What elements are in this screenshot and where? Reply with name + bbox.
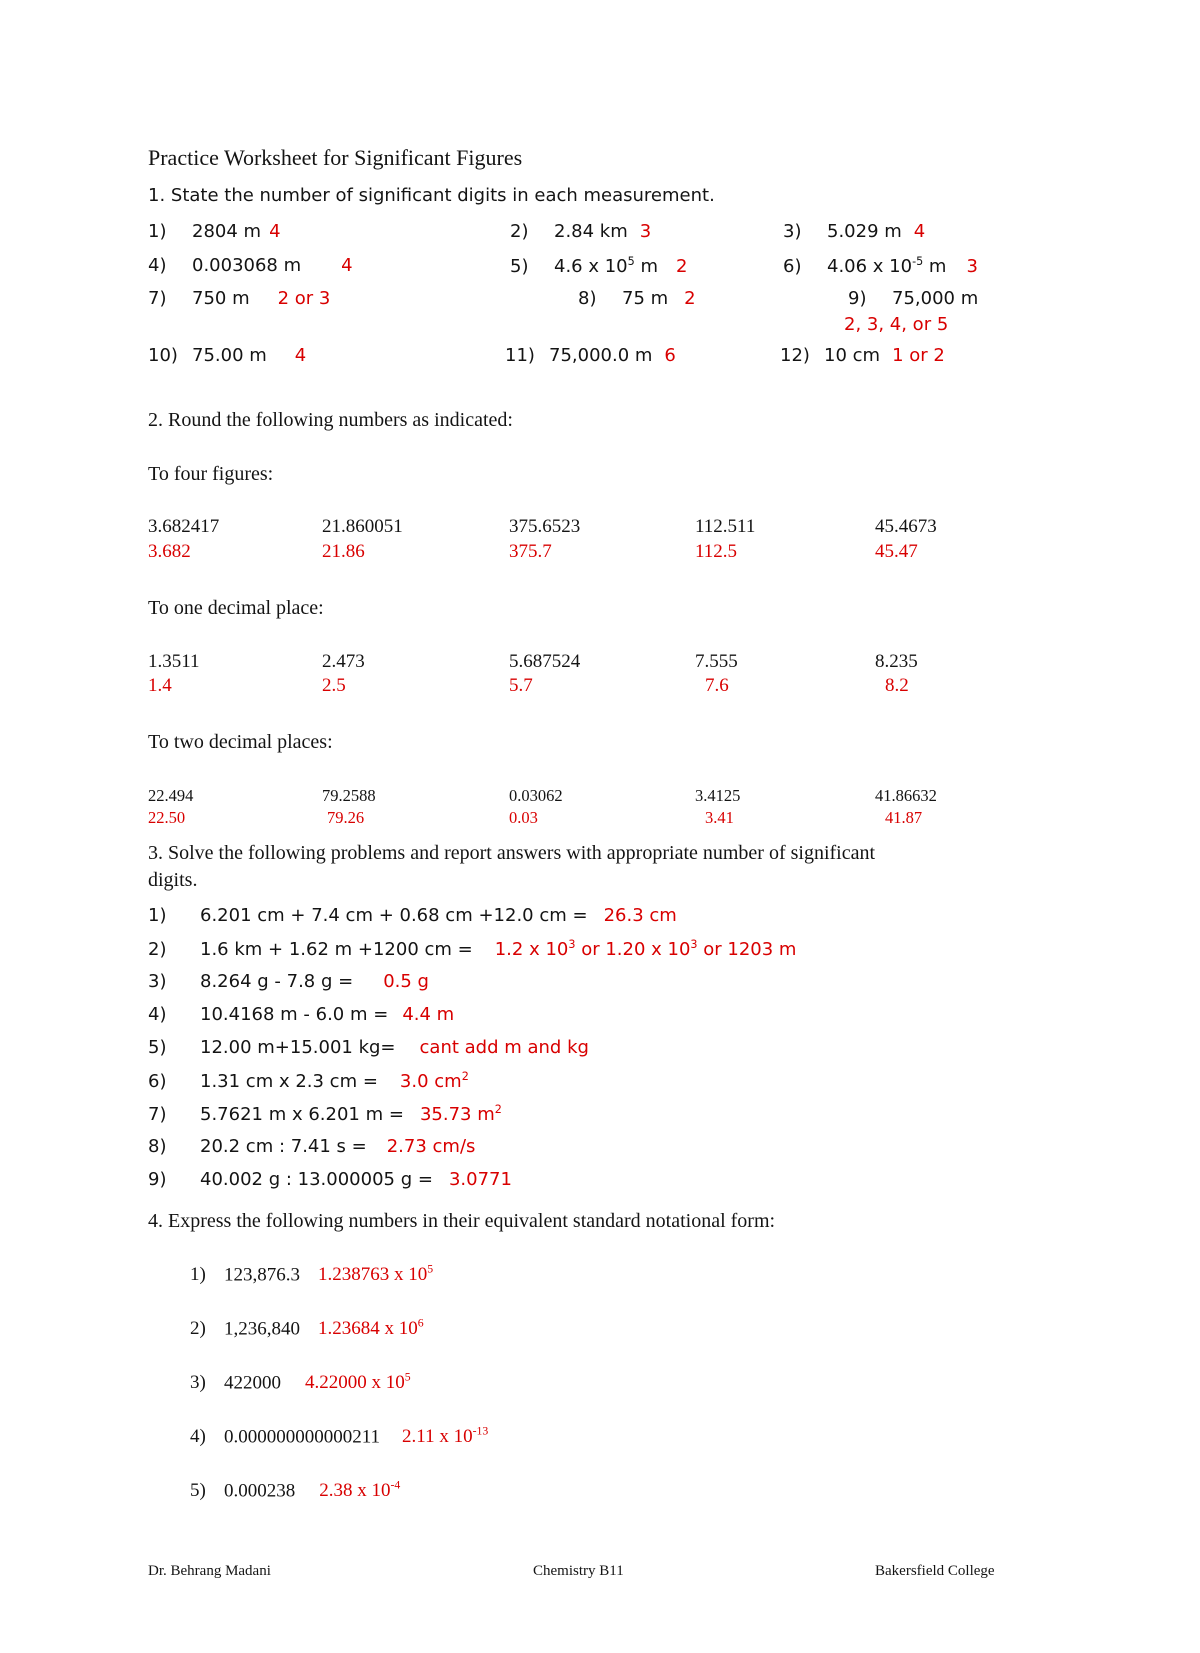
item-question: 12.00 m+15.001 kg= [200,1037,396,1058]
answer: 41.87 [885,808,923,827]
item-question: 1.6 km + 1.62 m +1200 cm = [200,939,473,960]
sigfig-item-8 [578,288,696,311]
answer: 375.7 [509,541,552,562]
item-question: 0.000000000000211 [224,1426,381,1448]
round-group-label: To four figures: [148,463,274,485]
value: 7.555 [695,651,738,672]
item-question: 5.7621 m x 6.201 m = [200,1104,404,1125]
round-group-label: To one decimal place: [148,597,324,619]
item-question: 1,236,840 [224,1318,300,1340]
item-number: 9) [148,1169,167,1190]
item-answer: 2 or 3 [277,288,331,309]
notation-item-5 [190,1479,400,1503]
item-number: 2) [510,221,529,242]
section-3-heading-line-2: digits. [148,869,198,891]
item-number: 4) [148,255,167,276]
item-question: 750 m [192,288,250,309]
item-answer: 1.23684 x $10^6$ [318,1317,424,1340]
item-answer: 4 [294,345,307,366]
item-question: 20.2 cm : 7.41 s = [200,1136,367,1157]
problem-item-4 [148,1004,454,1027]
answer: 8.2 [885,675,909,696]
footer-author: Dr. Behrang Madani [148,1563,271,1579]
sigfig-item-9 [844,288,979,336]
item-answer: 1.238763 x $10^5$ [318,1263,434,1286]
item-question: 5.029 m [827,221,902,242]
section-4-heading: 4. Express the following numbers in their equivalent standard notational form: [148,1210,776,1232]
item-number: 4) [190,1426,206,1448]
item-answer: 1.2 x $10^3$ or 1.20 x $10^3$ or 1203 m [494,938,797,960]
item-number: 1) [148,905,167,926]
problem-item-8 [148,1136,475,1159]
item-answer: 6 [664,345,676,366]
notation-item-3 [190,1371,411,1395]
item-number: 1) [190,1264,206,1286]
item-answer: 26.3 cm [603,905,677,926]
item-question: 40.002 g : 13.000005 g = [200,1169,433,1190]
answer: 5.7 [509,675,533,696]
value: 22.494 [148,786,194,805]
item-number: 3) [148,971,167,992]
item-question: 8.264 g - 7.8 g = [200,971,354,992]
problem-item-9 [148,1169,512,1192]
value: 3.4125 [695,786,741,805]
answer: 79.26 [327,808,365,827]
item-answer: 3 [966,256,978,277]
problem-item-6 [148,1070,469,1094]
item-number: 12) [780,345,810,366]
item-question: 10.4168 m - 6.0 m = [200,1004,389,1025]
item-answer: 4 [913,221,926,242]
problem-item-5 [148,1037,589,1060]
item-answer: 4 [341,255,353,276]
value: 3.682417 [148,516,220,537]
item-question: 123,876.3 [224,1264,300,1286]
sigfig-item-10 [148,345,306,368]
sigfig-item-5 [510,255,687,279]
item-question: 75,000 m [892,288,979,309]
value: 45.4673 [875,516,937,537]
item-number: 2) [190,1318,206,1340]
answer: 3.41 [705,808,734,827]
item-answer: 0.5 g [383,971,429,992]
value: 2.473 [322,651,365,672]
page-title: Practice Worksheet for Significant Figures [148,145,523,170]
item-answer: 2 [684,288,696,309]
item-answer: 2, 3, 4, or 5 [844,313,949,335]
sigfig-item-3 [783,221,925,244]
item-answer: 2.38 x $10^{-4}$ [319,1479,401,1502]
item-answer: 35.73 $m^2$ [419,1103,502,1125]
item-question: 6.201 cm + 7.4 cm + 0.68 cm +12.0 cm = [200,905,588,926]
item-question: 422000 [224,1372,281,1394]
item-number: 6) [783,256,802,277]
answer: 1.4 [148,675,172,696]
item-number: 5) [190,1480,206,1502]
item-number: 11) [505,345,535,366]
item-question: 2804 m [192,221,262,242]
item-number: 2) [148,939,167,960]
item-number: 6) [148,1071,167,1092]
round-group-label: To two decimal places: [148,731,333,753]
item-number: 8) [148,1136,167,1157]
answer: 7.6 [705,675,729,696]
value: 41.86632 [875,786,937,805]
item-number: 3) [190,1372,206,1394]
item-number: 4) [148,1004,167,1025]
item-question: 75 m [622,288,669,309]
item-question: 10 cm [824,345,881,366]
value: 5.687524 [509,651,581,672]
item-answer: 4 [269,221,281,242]
problem-item-3 [148,971,429,994]
item-number: 10) [148,345,178,366]
sigfig-item-1 [148,221,281,244]
answer: 22.50 [148,808,186,827]
section-3-heading-line-1: 3. Solve the following problems and report answers with appropriate number of significant [148,842,876,864]
item-question: 2.84 km [554,221,628,242]
value: 1.3511 [148,651,200,672]
problem-item-2 [148,938,796,962]
sigfig-item-11 [505,345,676,368]
footer-course: Chemistry B11 [533,1563,624,1579]
problem-item-1 [148,905,677,928]
item-answer: 3.0 $cm^2$ [399,1070,469,1092]
item-answer: 4.22000 x $10^5$ [305,1371,411,1394]
item-number: 5) [148,1037,167,1058]
sigfig-item-6 [783,255,978,279]
answer: 112.5 [695,541,738,562]
value: 112.511 [695,516,756,537]
section-1-heading: 1. State the number of significant digits in each measurement. [148,185,715,206]
item-answer: 3 [639,221,652,242]
item-number: 9) [848,288,867,309]
section-2-heading: 2. Round the following numbers as indicated: [148,409,513,431]
item-number: 1) [148,221,167,242]
item-answer: 4.4 m [402,1004,455,1025]
item-question: 4.06 x $10^{-5}$ m [827,255,947,277]
item-number: 3) [783,221,802,242]
item-question: 0.000238 [224,1480,296,1502]
sigfig-item-4 [148,255,353,278]
answer: 45.47 [875,541,918,562]
notation-item-2 [190,1317,424,1341]
item-question: 0.003068 m [192,255,302,276]
sigfig-item-7 [148,288,330,311]
item-number: 7) [148,288,167,309]
item-answer: 3.0771 [448,1169,512,1190]
sigfig-item-2 [510,221,651,244]
footer-institution: Bakersfield College [875,1563,995,1579]
value: 8.235 [875,651,918,672]
item-question: 4.6 x $10^5$ m [554,255,659,277]
problem-item-7 [148,1103,502,1127]
item-question: 1.31 cm x 2.3 cm = [200,1071,378,1092]
answer: 0.03 [509,808,538,827]
answer: 3.682 [148,541,191,562]
sigfig-item-12 [780,345,945,368]
answer: 21.86 [322,541,365,562]
item-answer: 1 or 2 [892,345,945,366]
notation-item-4 [190,1425,488,1449]
item-number: 8) [578,288,597,309]
value: 0.03062 [509,786,563,805]
value: 79.2588 [322,786,376,805]
item-question: 75,000.0 m [549,345,653,366]
item-answer: 2.73 cm/s [386,1136,476,1157]
answer: 2.5 [322,675,346,696]
value: 375.6523 [509,516,581,537]
item-answer: 2 [676,256,688,277]
item-number: 7) [148,1104,167,1125]
item-answer: 2.11 x $10^{-13}$ [402,1425,489,1448]
notation-item-1 [190,1263,433,1287]
value: 21.860051 [322,516,403,537]
item-answer: cant add m and kg [419,1037,589,1058]
item-question: 75.00 m [192,345,267,366]
item-number: 5) [510,256,529,277]
